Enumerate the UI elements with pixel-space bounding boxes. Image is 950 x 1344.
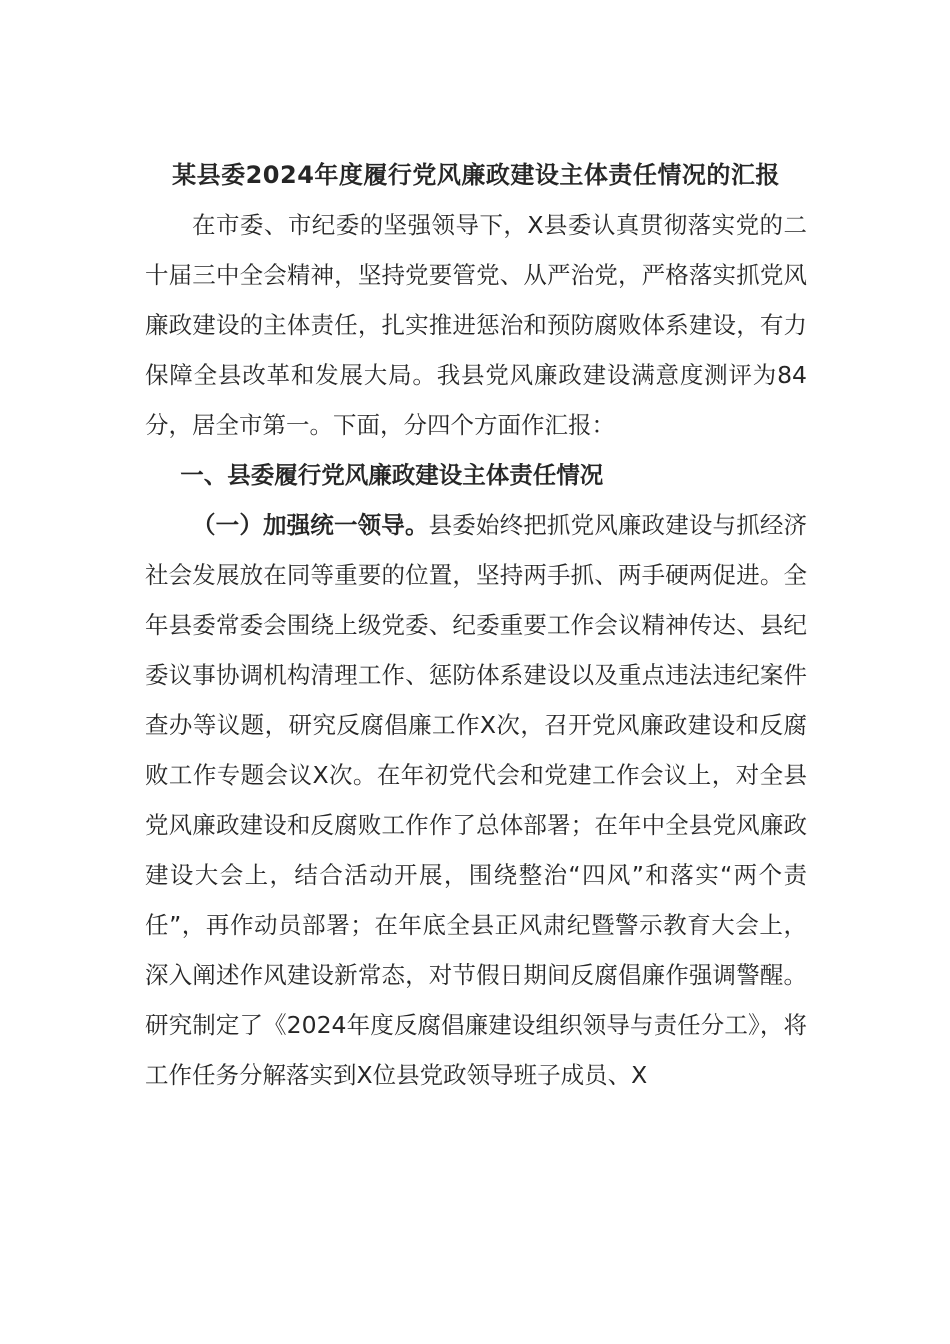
document-page: [145, 150, 807, 1100]
subsection-1-lead: （一）加强统一领导。: [192, 511, 429, 539]
subsection-1-paragraph: [145, 500, 807, 1100]
subsection-1-body: 县委始终把抓党风廉政建设与抓经济社会发展放在同等重要的位置，坚持两手抓、两手硬两促进。全年县委常委会围绕上级党委、纪委重要工作会议精神传达、县纪委议事协调机构清理工作、惩防体系建设以及重点违法违纪案件查办等议题，研究反腐倡廉工作X次，召开党风廉政建设和反腐败工作专题会议X次。在年初党代会和党建工作会议上，对全县党风廉政建设和反腐败工作作了总体部署；在年中全县党风廉政建设大会上，结合活动开展，围绕整治“四风”和落实“两个责任”，再作动员部署；在年底全县正风肃纪暨警示教育大会上，深入阐述作风建设新常态，对节假日期间反腐倡廉作强调警醒。研究制定了《2024年度反腐倡廉建设组织领导与责任分工》，将工作任务分解落实到X位县党政领导班子成员、X: [145, 511, 808, 1089]
intro-paragraph: 在市委、市纪委的坚强领导下，X县委认真贯彻落实党的二十届三中全会精神，坚持党要管党、从严治党，严格落实抓党风廉政建设的主体责任，扎实推进惩治和预防腐败体系建设，有力保障全县改革和发展大局。我县党风廉政建设满意度测评为84分，居全市第一。下面，分四个方面作汇报：: [145, 211, 807, 439]
document-title: 某县委2024年度履行党风廉政建设主体责任情况的汇报: [172, 161, 780, 189]
section-1-heading: 一、县委履行党风廉政建设主体责任情况: [180, 461, 604, 489]
